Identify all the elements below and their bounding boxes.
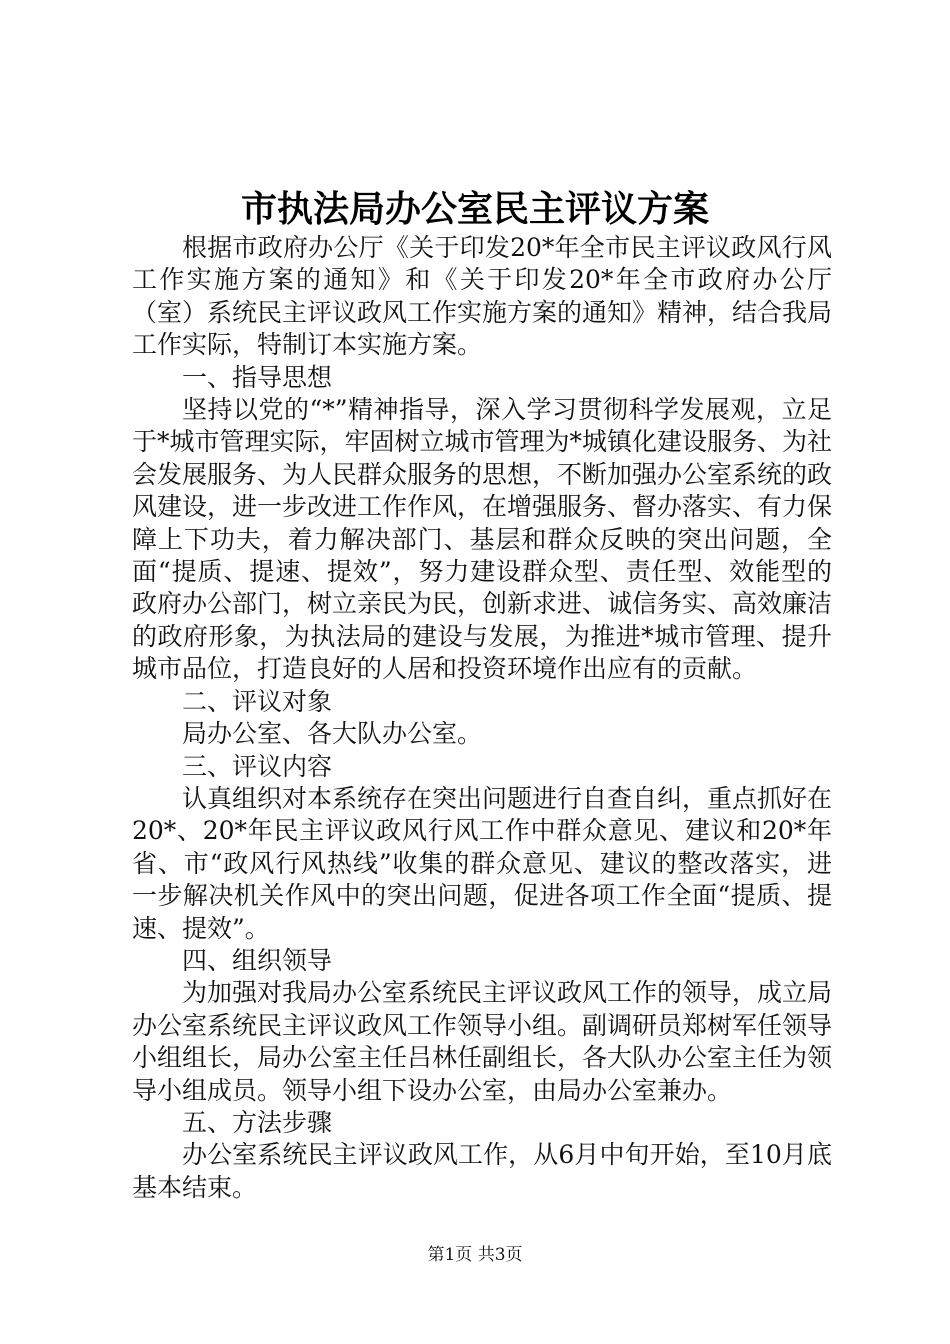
- methods-paragraph: 办公室系统民主评议政风工作，从6月中旬开始，至10月底基本结束。: [132, 1140, 832, 1202]
- section-heading-methods: 五、方法步骤: [182, 1107, 333, 1137]
- document-body: [132, 232, 832, 1204]
- evaluation-targets-paragraph: 局办公室、各大队办公室。: [182, 719, 483, 749]
- guiding-ideology-paragraph: 坚持以党的“*”精神指导，深入学习贯彻科学发展观，立足于*城市管理实际，牢固树立城市管理为*城镇化建设服务、为社会发展服务、为人民群众服务的思想，不断加强办公室系统的政风建设，进一步改进工作作风，在增强服务、督办落实、有力保障上下功夫，着力解决部门、基层和群众反映的突出问题，全面“提质、提速、提效”，努力建设群众型、责任型、效能型的政府办公部门，树立亲民为民，创新求进、诚信务实、高效廉洁的政府形象，为执法局的建设与发展，为推进*城市管理、提升城市品位，打造良好的人居和投资环境作出应有的贡献。: [132, 395, 833, 684]
- intro-paragraph: 根据市政府办公厅《关于印发20*年全市民主评议政风行风工作实施方案的通知》和《关于印发20*年全市政府办公厅（室）系统民主评议政风工作实施方案的通知》精神，结合我局工作实际，特制订本实施方案。: [132, 233, 833, 360]
- organization-paragraph: 为加强对我局办公室系统民主评议政风工作的领导，成立局办公室系统民主评议政风工作领导小组。副调研员郑树军任领导小组组长，局办公室主任吕林任副组长，各大队办公室主任为领导小组成员。领导小组下设办公室，由局办公室兼办。: [132, 978, 833, 1105]
- section-heading-guiding-ideology: 一、指导思想: [182, 362, 333, 392]
- section-heading-evaluation-targets: 二、评议对象: [182, 686, 333, 716]
- document-title: 市执法局办公室民主评议方案: [240, 188, 709, 230]
- section-heading-evaluation-content: 三、评议内容: [182, 751, 333, 781]
- evaluation-content-paragraph: 认真组织对本系统存在突出问题进行自查自纠，重点抓好在20*、20*年民主评议政风行风工作中群众意见、建议和20*年省、市“政风行风热线”收集的群众意见、建议的整改落实，进一步解决机关作风中的突出问题，促进各项工作全面“提质、提速、提效”。: [132, 783, 833, 943]
- page-footer: 第1页 共3页: [427, 1245, 523, 1265]
- section-heading-organization: 四、组织领导: [182, 945, 333, 975]
